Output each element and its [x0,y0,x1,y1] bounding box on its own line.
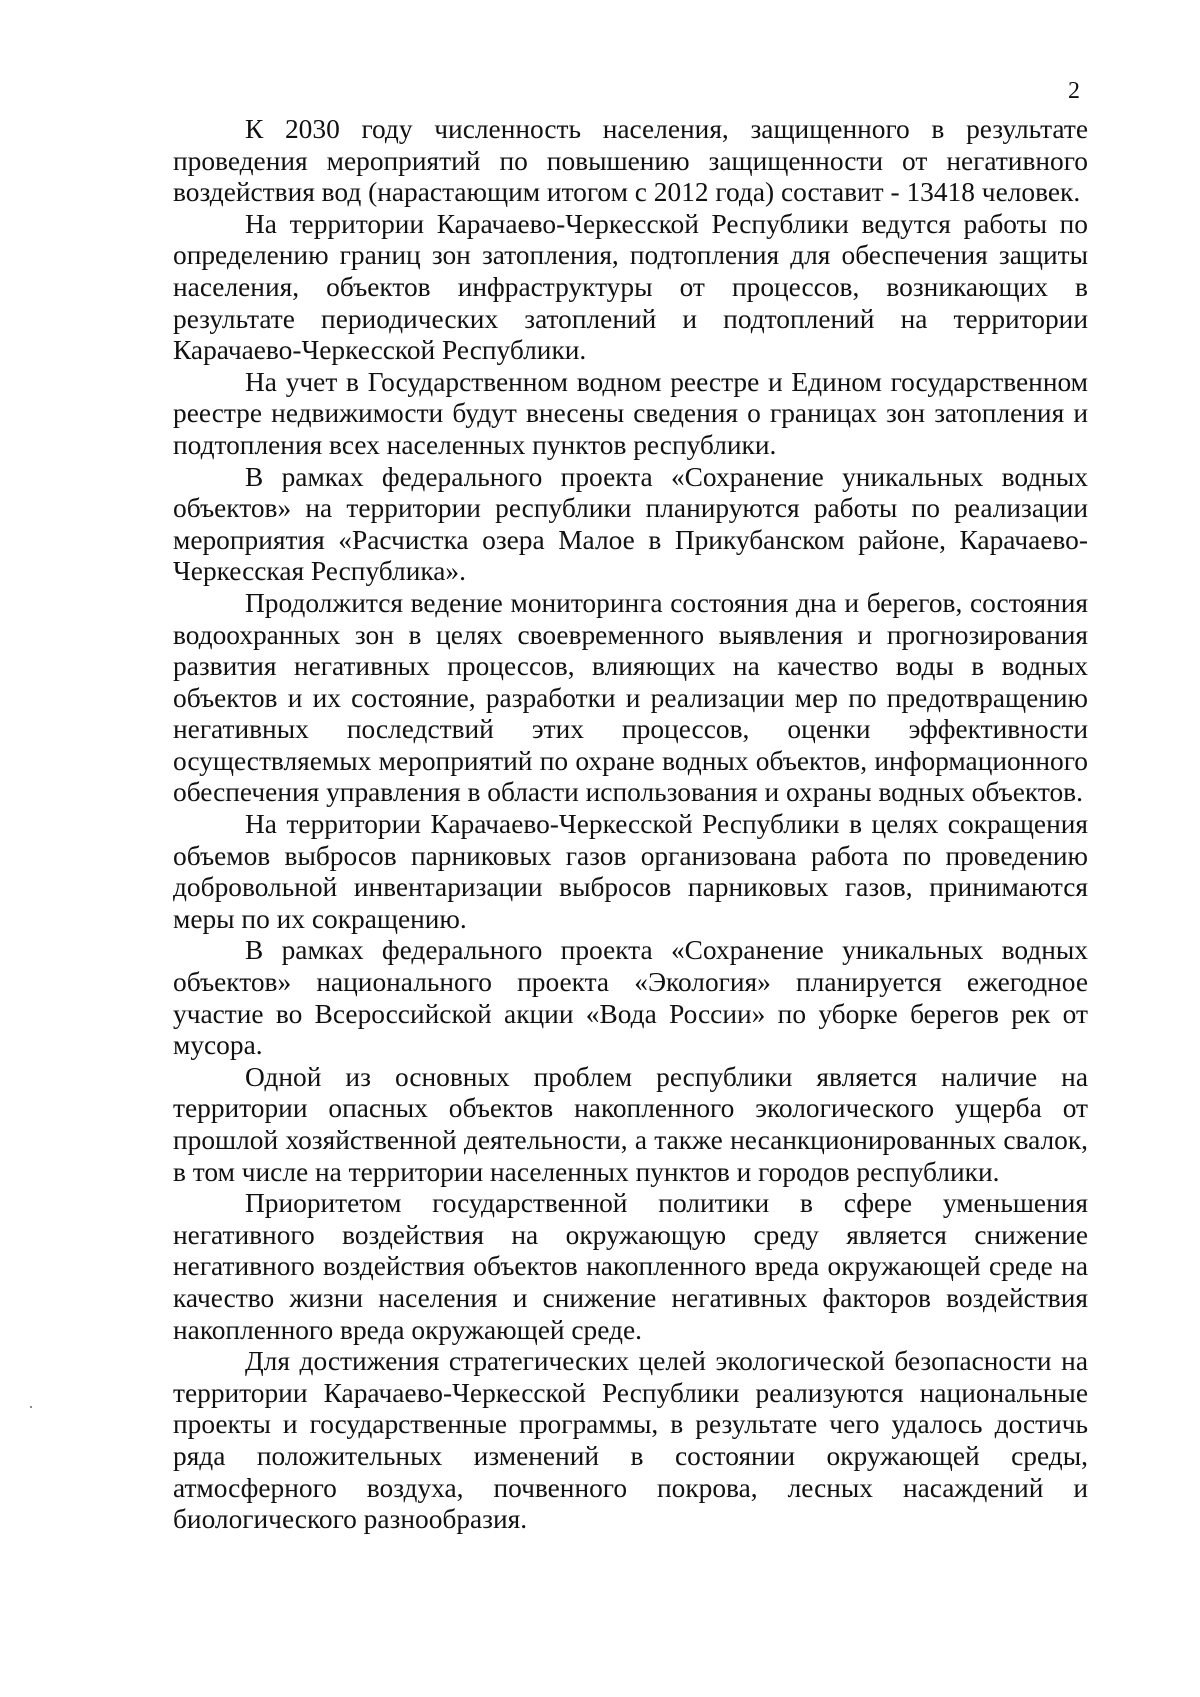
scan-speck [30,1406,32,1408]
paragraph-water-of-russia-action: В рамках федерального проекта «Сохранение уникальных водных объектов» национального проекта «Экология» планируется ежегодное участие во Всероссийской акции «Вода России» по уборке берегов рек от мусора. [173,935,1088,1061]
paragraph-water-registry: На учет в Государственном водном реестре и Едином государственном реестре недвижимости будут внесены сведения о границах зон затопления и подтопления всех населенных пунктов республики. [173,366,1088,460]
page-number: 2 [1068,78,1080,104]
paragraph-flood-zone-boundaries: На территории Карачаево-Черкесской Республики ведутся работы по определению границ зон затопления, подтопления для обеспечения защиты населения, объектов инфраструктуры от процессов, возникающих в результате периодических затоплений и подтоплений на территории Карачаево-Черкесской Республики. [173,208,1088,366]
paragraph-state-policy-priority: Приоритетом государственной политики в сфере уменьшения негативного воздействия на окружающую среду является снижение негативного воздействия объектов накопленного вреда окружающей среде на качество жизни населения и снижение негативных факторов воздействия накопленного вреда окружающей среде. [173,1188,1088,1345]
paragraph-greenhouse-gases: На территории Карачаево-Черкесской Республики в целях сокращения объемов выбросов парниковых газов организована работа по проведению добровольной инвентаризации выбросов парниковых газов, принимаются меры по их сокращению. [173,809,1088,934]
paragraph-national-projects: Для достижения стратегических целей экологической безопасности на территории Карачаево-Черкесской Республики реализуются национальные проекты и государственные программы, в результате чего удалось достичь ряда положительных изменений в состоянии окружающей среды, атмосферного воздуха, почвенного покрова, лесных насаждений и биологического разнообразия. [173,1346,1088,1535]
paragraph-monitoring: Продолжится ведение мониторинга состояния дна и берегов, состояния водоохранных зон в целях своевременного выявления и прогнозирования развития негативных процессов, влияющих на качество воды в водных объектов и их состояние, разработки и реализации мер по предотвращению негативных последствий этих процессов, оценки эффективности осуществляемых мероприятий по охране водных объектов, информационного обеспечения управления в области использования и охраны водных объектов. [173,587,1088,808]
document-body [173,114,1088,1536]
paragraph-accumulated-damage: Одной из основных проблем республики является наличие на территории опасных объектов накопленного экологического ущерба от прошлой хозяйственной деятельности, а также несанкционированных свалок, в том числе на территории населенных пунктов и городов республики. [173,1061,1088,1187]
paragraph-lake-cleanup-project: В рамках федерального проекта «Сохранение уникальных водных объектов» на территории республики планируются работы по реализации мероприятия «Расчистка озера Малое в Прикубанском районе, Карачаево-Черкесская Республика». [173,461,1088,587]
paragraph-flood-protection-2030: К 2030 году численность населения, защищенного в результате проведения мероприятий по повышению защищенности от негативного воздействия вод (нарастающим итогом с 2012 года) составит - 13418 человек. [173,114,1088,208]
